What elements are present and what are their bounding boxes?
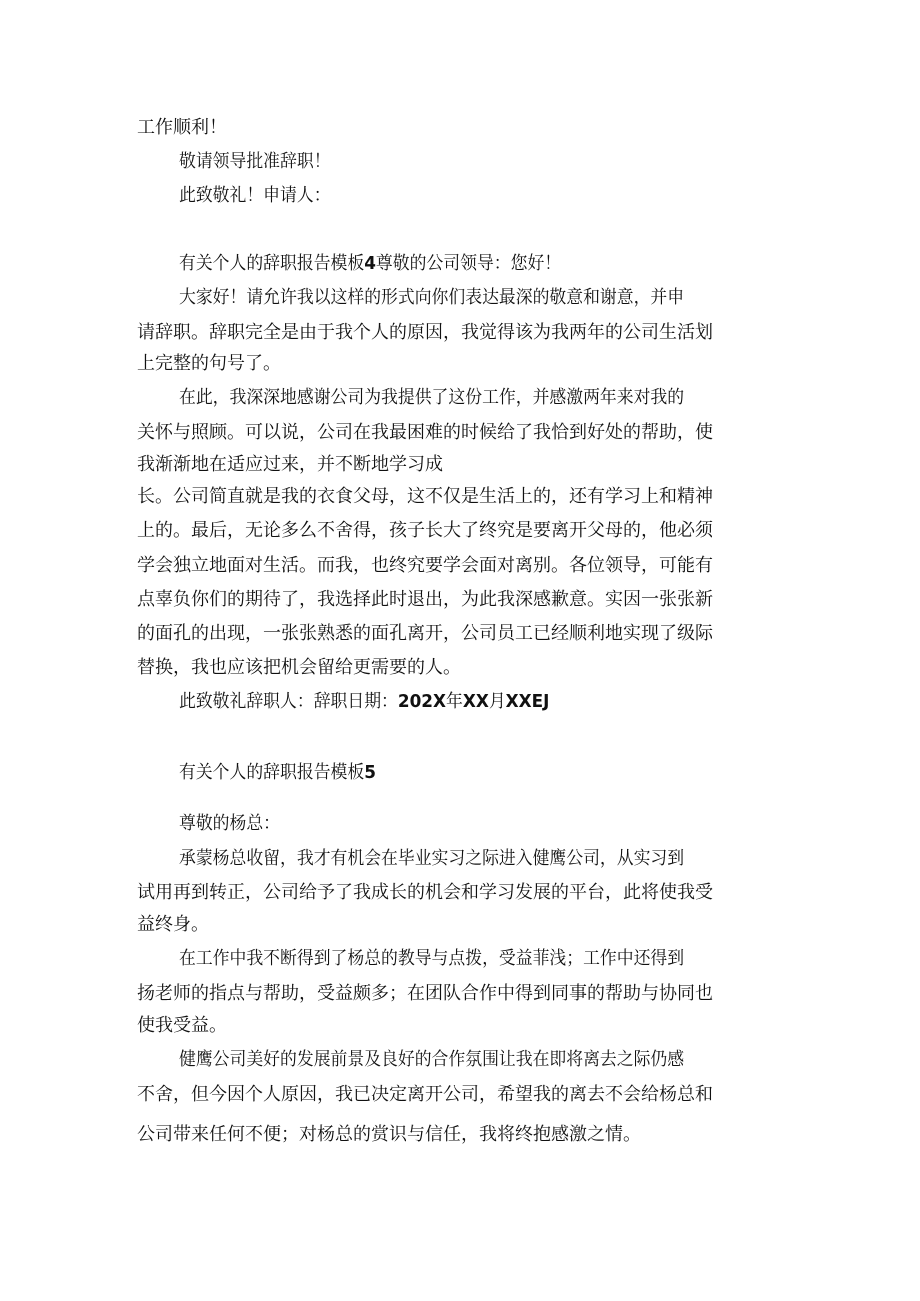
- text-line: [137, 591, 787, 609]
- text-span: 此致敬礼辞职人：辞职日期：: [179, 691, 398, 712]
- text-span: 有关个人的辞职报告模板: [179, 762, 365, 783]
- template-number: 4: [364, 253, 376, 274]
- text-line: [179, 850, 787, 868]
- text-span: 试用再到转正，公司给予了我成长的机会和学习发展的平台，此将使我受: [137, 882, 713, 903]
- date-year: 202X: [397, 691, 447, 712]
- text-line: [137, 424, 787, 442]
- text-line: [137, 884, 787, 902]
- text-line: [179, 815, 787, 833]
- text-span: 使我受益。: [137, 1015, 227, 1036]
- text-span: 大家好！请允许我以这样的形式向你们表达最深的敬意和谢意，并申: [179, 287, 685, 308]
- text-line: [137, 324, 787, 342]
- section-heading: [179, 255, 787, 273]
- text-line: [179, 153, 787, 171]
- text-line: [137, 456, 787, 474]
- text-span: 有关个人的辞职报告模板: [179, 253, 365, 274]
- text-span: 此致敬礼！申请人：: [179, 185, 331, 206]
- text-span: 的面孔的出现，一张张熟悉的面孔离开，公司员工已经顺利地实现了级际: [137, 623, 713, 644]
- text-span: 尊敬的公司领导：您好！: [375, 253, 562, 274]
- text-line: [137, 1126, 787, 1144]
- text-span: 承蒙杨总收留，我才有机会在毕业实习之际进入健鹰公司，从实习到: [179, 848, 685, 869]
- text-line: [137, 488, 787, 506]
- template-number: 5: [364, 762, 376, 783]
- text-line: [137, 557, 787, 575]
- text-span: 在工作中我不断得到了杨总的教导与点拨，受益菲浅；工作中还得到: [179, 948, 685, 969]
- text-line: [179, 289, 787, 307]
- text-line: [137, 522, 787, 540]
- signature-line: [179, 693, 787, 711]
- text-span: 请辞职。辞职完全是由于我个人的原因，我觉得该为我两年的公司生活划: [137, 322, 713, 343]
- text-span: 年: [446, 691, 463, 712]
- text-span: 上的。最后，无论多么不舍得，孩子长大了终究是要离开父母的，他必须: [137, 520, 713, 541]
- text-line: [137, 355, 787, 373]
- text-line: [179, 187, 787, 205]
- date-month: XX: [462, 691, 489, 712]
- text-line: [137, 916, 787, 934]
- text-line: [137, 1086, 787, 1104]
- text-span: 上完整的句号了。: [137, 353, 281, 374]
- text-line: [137, 1017, 787, 1035]
- text-span: 敬请领导批准辞职！: [179, 151, 331, 172]
- text-span: 我渐渐地在适应过来，并不断地学习成: [137, 454, 443, 475]
- text-span: 长。公司简直就是我的衣食父母，这不仅是生活上的，还有学习上和精神: [137, 486, 713, 507]
- text-line: [179, 1051, 787, 1069]
- text-span: 关怀与照顾。可以说，公司在我最困难的时候给了我恰到好处的帮助，使: [137, 422, 713, 443]
- text-span: 益终身。: [137, 914, 209, 935]
- text-span: 不舍，但今因个人原因，我已决定离开公司，希望我的离去不会给杨总和: [137, 1084, 713, 1105]
- text-span: 尊敬的杨总：: [179, 813, 281, 834]
- text-line: [137, 625, 787, 643]
- text-span: 在此，我深深地感谢公司为我提供了这份工作，并感激两年来对我的: [179, 387, 685, 408]
- text-span: 点辜负你们的期待了，我选择此时退出，为此我深感歉意。实因一张张新: [137, 589, 713, 610]
- date-day: XXEJ: [505, 691, 550, 712]
- text-span: 学会独立地面对生活。而我，也终究要学会面对离别。各位领导，可能有: [137, 555, 713, 576]
- text-line: [179, 950, 787, 968]
- section-heading: [179, 764, 787, 782]
- text-span: 公司带来任何不便；对杨总的赏识与信任，我将终抱感激之情。: [137, 1124, 641, 1145]
- text-span: 健鹰公司美好的发展前景及良好的合作氛围让我在即将离去之际仍感: [179, 1049, 685, 1070]
- text-line: [179, 389, 787, 407]
- text-span: 工作顺利！: [137, 117, 227, 138]
- text-line: [137, 659, 787, 677]
- text-span: 月: [488, 691, 506, 712]
- text-span: 替换，我也应该把机会留给更需要的人。: [137, 657, 461, 678]
- text-span: 扬老师的指点与帮助，受益颇多；在团队合作中得到同事的帮助与协同也: [137, 983, 713, 1004]
- text-line: [137, 985, 787, 1003]
- text-line: [137, 119, 787, 137]
